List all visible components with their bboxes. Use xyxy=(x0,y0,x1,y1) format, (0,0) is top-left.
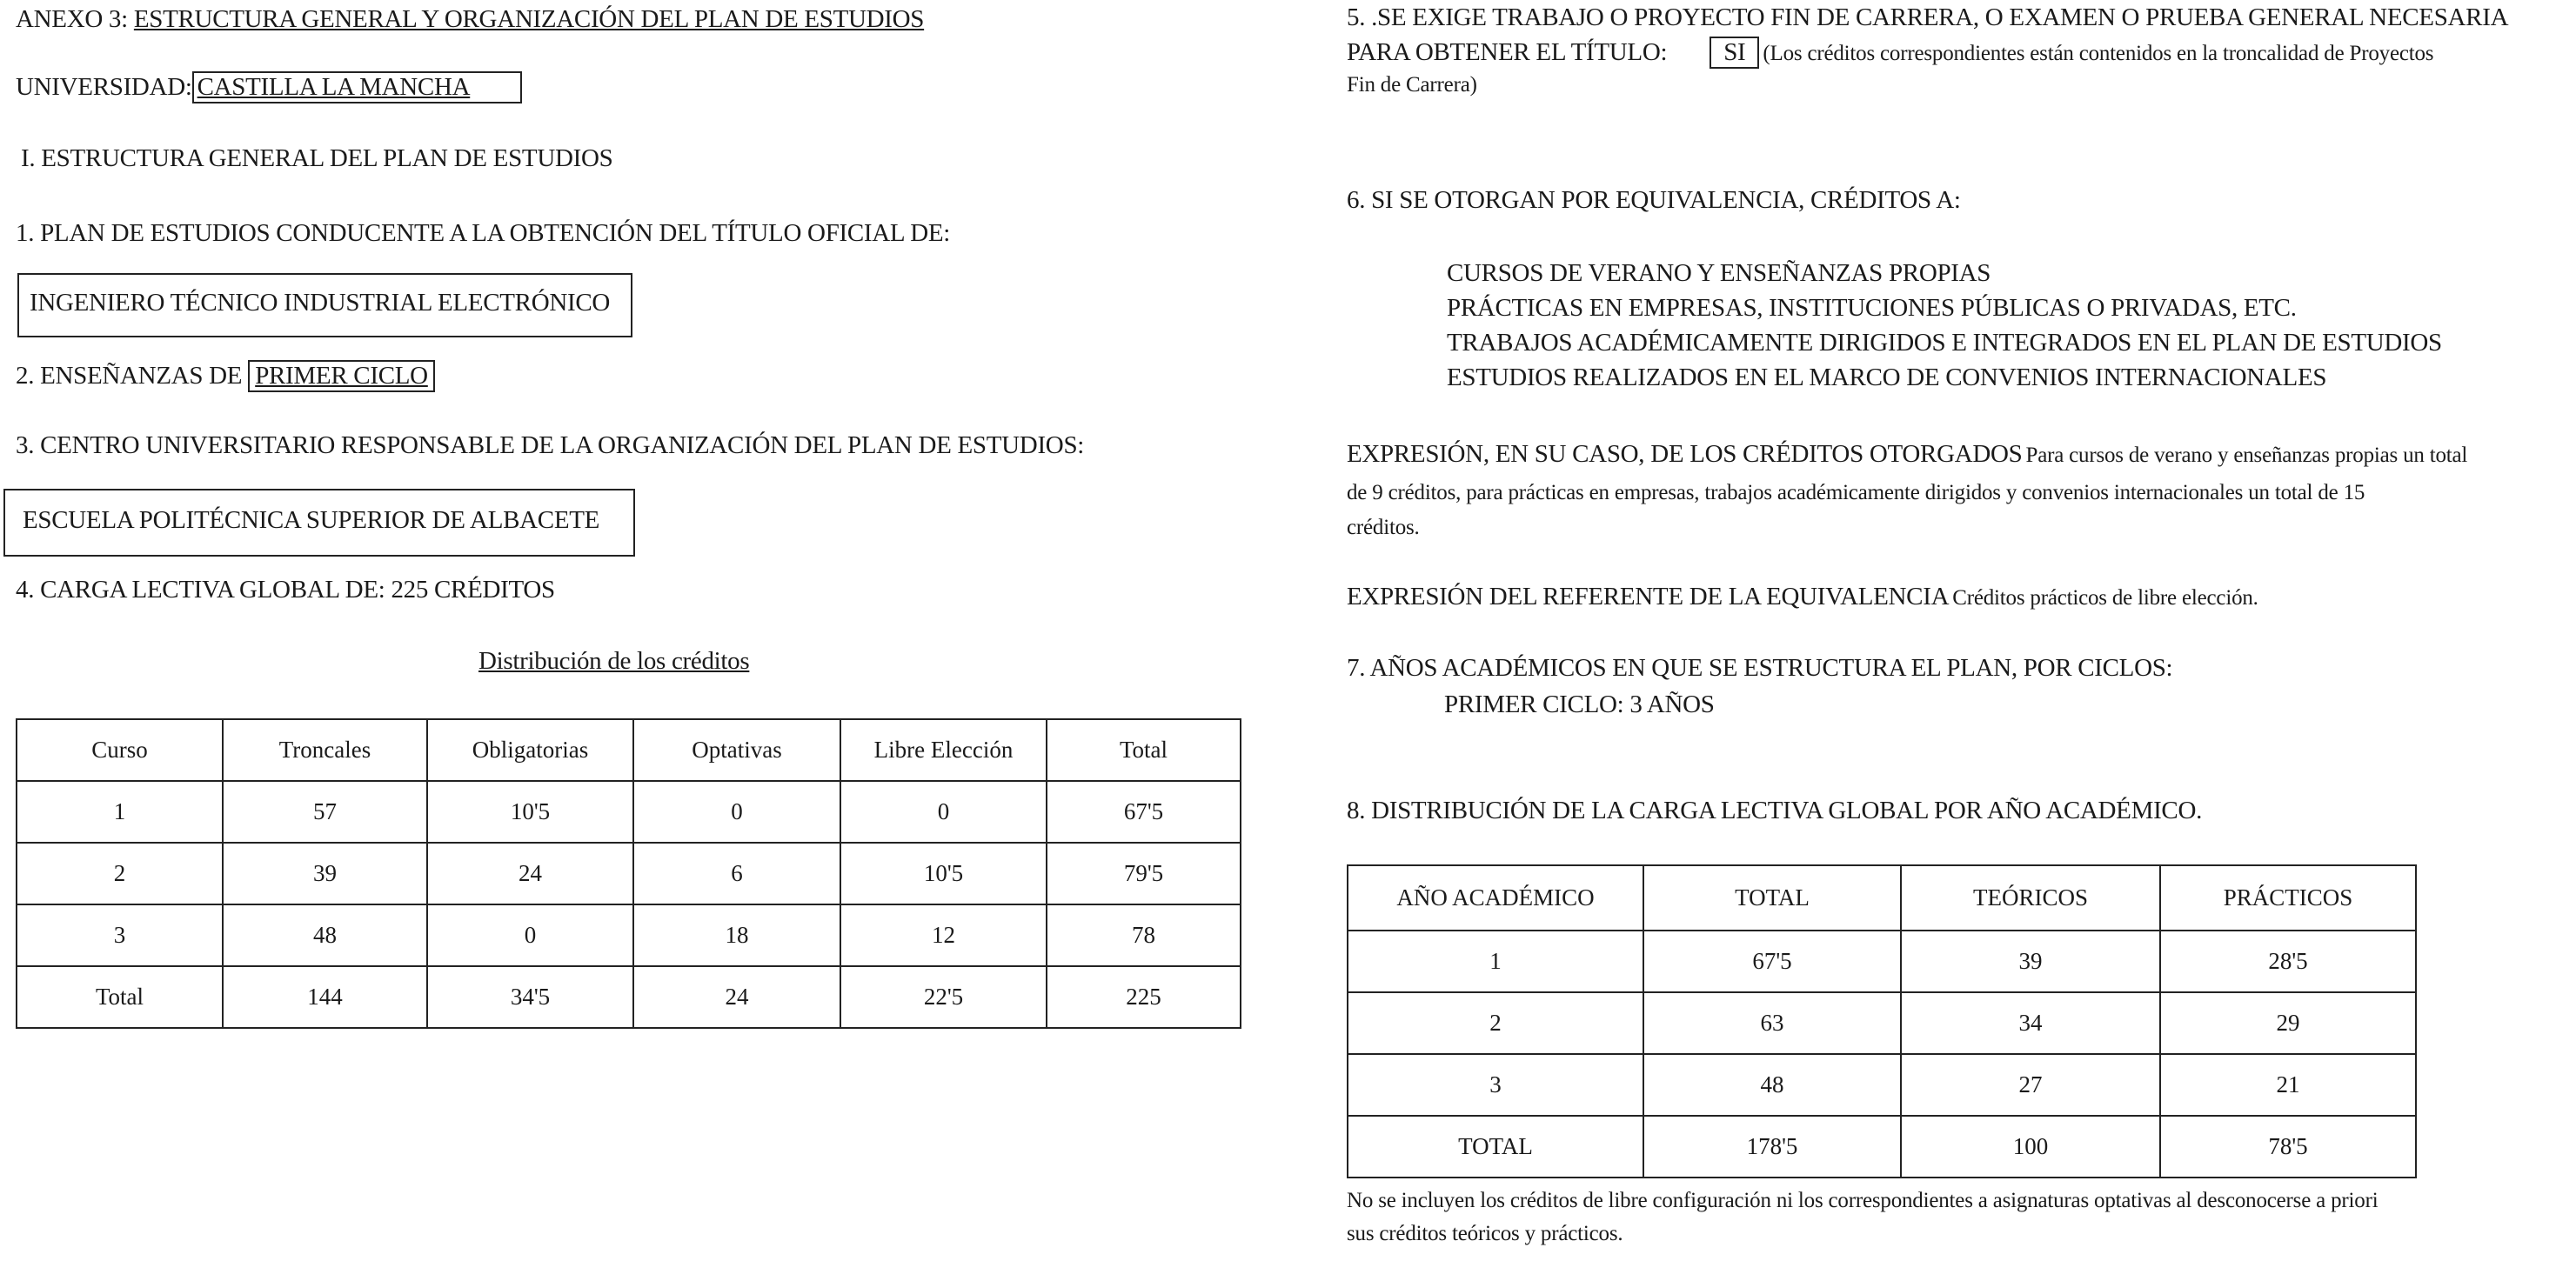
credits-expression xyxy=(1347,437,2467,545)
table-cell: 1 xyxy=(17,781,223,843)
degree-title: INGENIERO TÉCNICO INDUSTRIAL ELECTRÓNICO xyxy=(30,289,611,317)
table-cell: 1 xyxy=(1348,931,1643,992)
table-row xyxy=(17,843,1241,904)
item3-label: 3. CENTRO UNIVERSITARIO RESPONSABLE DE LA ORGANIZACIÓN DEL PLAN DE ESTUDIOS: xyxy=(16,431,1085,459)
table-cell: 34'5 xyxy=(427,966,633,1028)
list-item: ESTUDIOS REALIZADOS EN EL MARCO DE CONVENIOS INTERNACIONALES xyxy=(1447,364,2327,391)
table-cell: 63 xyxy=(1643,992,1901,1054)
table-cell: 10'5 xyxy=(427,781,633,843)
table-cell: 67'5 xyxy=(1047,781,1241,843)
cycle-value: PRIMER CICLO xyxy=(248,360,435,392)
table-cell: 29 xyxy=(2160,992,2416,1054)
table-cell: 24 xyxy=(633,966,840,1028)
header-cell: Obligatorias xyxy=(427,719,633,781)
header-cell: PRÁCTICOS xyxy=(2160,865,2416,931)
item5-label: PARA OBTENER EL TÍTULO: xyxy=(1347,38,1668,66)
center-box xyxy=(3,489,635,557)
annex-title: ESTRUCTURA GENERAL Y ORGANIZACIÓN DEL PLAN DE ESTUDIOS xyxy=(133,5,925,33)
item5-note-b: Fin de Carrera) xyxy=(1347,73,1477,97)
expr1-text-b: de 9 créditos, para prácticas en empresas, trabajos académicamente dirigidos y convenios internacionales un total de 15 xyxy=(1347,481,2365,504)
table-cell: 78 xyxy=(1047,904,1241,966)
expr1-text-c: créditos. xyxy=(1347,516,1420,539)
expr1-heading: EXPRESIÓN, EN SU CASO, DE LOS CRÉDITOS OTORGADOS xyxy=(1347,440,2023,468)
equivalence-list xyxy=(1447,256,2442,395)
table-row xyxy=(17,904,1241,966)
table-row xyxy=(1348,931,2416,992)
table-cell: 144 xyxy=(223,966,427,1028)
table-cell: 28'5 xyxy=(2160,931,2416,992)
university-line xyxy=(16,71,522,103)
item7-title: 7. AÑOS ACADÉMICOS EN QUE SE ESTRUCTURA EL PLAN, POR CICLOS: xyxy=(1347,654,2173,682)
table-header-row xyxy=(17,719,1241,781)
project-required-value: SI xyxy=(1710,37,1759,69)
equivalence-reference xyxy=(1347,583,2258,611)
table-cell: 12 xyxy=(840,904,1047,966)
center-name: ESCUELA POLITÉCNICA SUPERIOR DE ALBACETE xyxy=(23,506,600,534)
table-cell: 21 xyxy=(2160,1054,2416,1116)
expr2-heading: EXPRESIÓN DEL REFERENTE DE LA EQUIVALENCIA xyxy=(1347,583,1950,610)
header-cell: Optativas xyxy=(633,719,840,781)
table-cell: 27 xyxy=(1901,1054,2160,1116)
table-header-row xyxy=(1348,865,2416,931)
footnote xyxy=(1347,1184,2378,1251)
credits-table xyxy=(16,718,1241,1029)
header-cell: Total xyxy=(1047,719,1241,781)
expr1-text-a: Para cursos de verano y enseñanzas propias un total xyxy=(2025,444,2468,467)
table-total-row xyxy=(17,966,1241,1028)
header-cell: Curso xyxy=(17,719,223,781)
table-cell: 57 xyxy=(223,781,427,843)
list-item: CURSOS DE VERANO Y ENSEÑANZAS PROPIAS xyxy=(1447,259,1991,287)
table-cell: 24 xyxy=(427,843,633,904)
item8-title: 8. DISTRIBUCIÓN DE LA CARGA LECTIVA GLOBAL POR AÑO ACADÉMICO. xyxy=(1347,797,2203,824)
header-cell: TOTAL xyxy=(1643,865,1901,931)
table-row xyxy=(17,781,1241,843)
table-cell: 48 xyxy=(1643,1054,1901,1116)
header-cell: Troncales xyxy=(223,719,427,781)
item4-label: 4. CARGA LECTIVA GLOBAL DE: 225 CRÉDITOS xyxy=(16,576,555,604)
table-cell: 2 xyxy=(17,843,223,904)
item1-label: 1. PLAN DE ESTUDIOS CONDUCENTE A LA OBTENCIÓN DEL TÍTULO OFICIAL DE: xyxy=(16,219,951,247)
header-cell: AÑO ACADÉMICO xyxy=(1348,865,1643,931)
table-cell: 67'5 xyxy=(1643,931,1901,992)
annex-heading xyxy=(16,5,924,34)
item5-line1: 5. .SE EXIGE TRABAJO O PROYECTO FIN DE CARRERA, O EXAMEN O PRUEBA GENERAL NECESARIA xyxy=(1347,3,2509,31)
table-cell: 0 xyxy=(427,904,633,966)
table-cell: 3 xyxy=(17,904,223,966)
table-cell: 10'5 xyxy=(840,843,1047,904)
item2-label: 2. ENSEÑANZAS DE xyxy=(16,362,243,390)
table-cell: 225 xyxy=(1047,966,1241,1028)
annex-label: ANEXO 3: xyxy=(16,5,128,33)
item5-note-a: (Los créditos correspondientes están contenidos en la troncalidad de Proyectos xyxy=(1763,42,2434,65)
table-cell: 100 xyxy=(1901,1116,2160,1178)
item2-line xyxy=(16,360,435,392)
table-cell: 79'5 xyxy=(1047,843,1241,904)
table-row xyxy=(1348,1054,2416,1116)
load-table xyxy=(1347,864,2417,1178)
university-label: UNIVERSIDAD: xyxy=(16,73,192,101)
header-cell: Libre Elección xyxy=(840,719,1047,781)
table-cell: 18 xyxy=(633,904,840,966)
university-value: CASTILLA LA MANCHA xyxy=(192,71,523,103)
table-cell: 39 xyxy=(223,843,427,904)
table-cell: 2 xyxy=(1348,992,1643,1054)
table-cell: 178'5 xyxy=(1643,1116,1901,1178)
degree-title-box xyxy=(17,273,632,337)
table-cell: 48 xyxy=(223,904,427,966)
expr2-text: Créditos prácticos de libre elección. xyxy=(1952,586,2258,610)
footnote-line: sus créditos teóricos y prácticos. xyxy=(1347,1222,1623,1245)
list-item: PRÁCTICAS EN EMPRESAS, INSTITUCIONES PÚBLICAS O PRIVADAS, ETC. xyxy=(1447,294,2297,322)
table-cell: 0 xyxy=(633,781,840,843)
list-item: TRABAJOS ACADÉMICAMENTE DIRIGIDOS E INTEGRADOS EN EL PLAN DE ESTUDIOS xyxy=(1447,329,2442,357)
item7-value: PRIMER CICLO: 3 AÑOS xyxy=(1444,691,1715,718)
table-cell: 34 xyxy=(1901,992,2160,1054)
table-cell: 78'5 xyxy=(2160,1116,2416,1178)
table-cell: 0 xyxy=(840,781,1047,843)
header-cell: TEÓRICOS xyxy=(1901,865,2160,931)
table-cell: 39 xyxy=(1901,931,2160,992)
table-cell: 6 xyxy=(633,843,840,904)
table-caption: Distribución de los créditos xyxy=(478,647,750,675)
table-cell: TOTAL xyxy=(1348,1116,1643,1178)
table-cell: 3 xyxy=(1348,1054,1643,1116)
item5-line2 xyxy=(1347,37,2433,69)
table-cell: 22'5 xyxy=(840,966,1047,1028)
item6-title: 6. SI SE OTORGAN POR EQUIVALENCIA, CRÉDITOS A: xyxy=(1347,186,1961,214)
table-total-row xyxy=(1348,1116,2416,1178)
table-cell: Total xyxy=(17,966,223,1028)
table-row xyxy=(1348,992,2416,1054)
section-title: I. ESTRUCTURA GENERAL DEL PLAN DE ESTUDIOS xyxy=(21,144,613,172)
footnote-line: No se incluyen los créditos de libre configuración ni los correspondientes a asignaturas optativas al desconocerse a priori xyxy=(1347,1189,2379,1212)
